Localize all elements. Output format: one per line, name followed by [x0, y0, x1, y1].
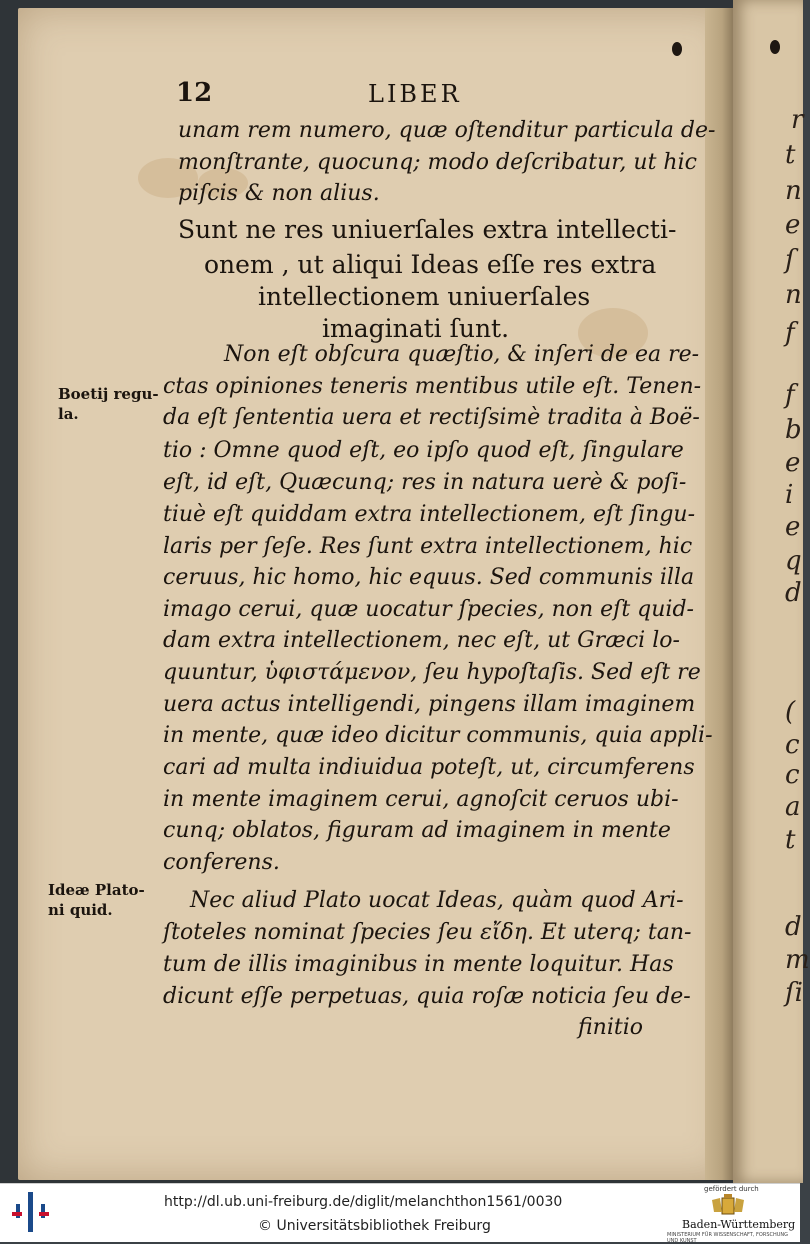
- text-line: quuntur, ὑφιστάμενον, ſeu hypoſtaſis. Sed eſt re: [163, 660, 701, 685]
- text-line: cari ad multa indiuidua poteſt, ut, circumferens: [163, 755, 695, 780]
- facing-letter: d: [785, 912, 802, 942]
- facing-letter: e: [785, 210, 801, 240]
- facing-letter: b: [785, 415, 802, 445]
- section-heading-line: intellectionem uniuerſales: [258, 282, 591, 311]
- page-number: 12: [176, 78, 213, 108]
- coat-of-arms-icon: [710, 1194, 746, 1216]
- section-heading-line: imaginati ſunt.: [322, 314, 510, 343]
- text-line: ſtoteles nominat ſpecies ſeu εἴδη. Et uterq; tan-: [163, 920, 692, 945]
- text-line: Non eſt obſcura quæſtio, & inſeri de ea re-: [224, 342, 700, 367]
- text-line: ceruus, hic homo, hic equus. Sed communis illa: [163, 565, 695, 590]
- catchword: finitio: [578, 1015, 644, 1040]
- facing-letter: c: [785, 760, 800, 790]
- facing-letter: n: [785, 280, 802, 310]
- facing-letter: d: [785, 578, 802, 608]
- margin-note: Ideæ Plato- ni quid.: [48, 881, 145, 919]
- text-line: tio : Omne quod eſt, eo ipſo quod eſt, ſingulare: [163, 438, 684, 463]
- sponsor-ministry: MINISTERIUM FÜR WISSENSCHAFT, FORSCHUNG UND KUNST: [667, 1232, 789, 1244]
- text-line: conferens.: [163, 850, 280, 875]
- text-line: da eſt ſententia uera et rectiſsimè tradita à Boë-: [163, 405, 700, 430]
- facing-page: [733, 0, 810, 1183]
- section-heading-line: onem , ut aliqui Ideas eſſe res extra: [204, 250, 657, 279]
- text-line: ctas opiniones teneris mentibus utile eſt. Tenen-: [163, 374, 702, 399]
- facing-letter: m: [785, 945, 810, 975]
- sponsor-caption: gefördert durch: [704, 1185, 759, 1193]
- facing-letter: ſ: [785, 245, 795, 275]
- library-logo-icon: [12, 1190, 50, 1234]
- facing-letter: n: [785, 176, 802, 206]
- facing-letter: q: [785, 546, 802, 576]
- sponsor-name: Baden-Württemberg: [682, 1218, 796, 1231]
- facing-letter: f: [785, 318, 795, 348]
- facing-letter: t: [785, 825, 796, 855]
- facing-letter: f: [785, 380, 795, 410]
- facing-letter: ſi: [785, 978, 803, 1008]
- facing-letter: e: [785, 512, 801, 542]
- facing-letter: i: [785, 480, 794, 510]
- text-line: cunq; oblatos, figuram ad imaginem in mente: [163, 818, 671, 843]
- facing-letter: r: [791, 105, 804, 135]
- facing-letter: e: [785, 448, 801, 478]
- facing-letter: c: [785, 730, 800, 760]
- facing-letter: a: [785, 792, 801, 822]
- text-line: imago cerui, quæ uocatur ſpecies, non eſt quid-: [163, 597, 694, 622]
- margin-note: Boetij regu- la.: [58, 385, 159, 423]
- text-line: monſtrante, quocunq; modo deſcribatur, ut hic: [178, 150, 697, 175]
- text-line: unam rem numero, quæ oſtenditur particula de-: [178, 118, 716, 143]
- text-line: in mente, quæ ideo dicitur communis, quia appli-: [163, 723, 713, 748]
- text-line: in mente imaginem cerui, agnoſcit ceruos ubi-: [163, 787, 679, 812]
- text-line: piſcis & non alius.: [178, 181, 380, 206]
- text-line: tiuè eſt quiddam extra intellectionem, eſt ſingu-: [163, 502, 696, 527]
- copyright-text: © Universitätsbibliothek Freiburg: [258, 1218, 491, 1234]
- facing-letter: t: [785, 140, 796, 170]
- text-line: tum de illis imaginibus in mente loquitur. Has: [163, 952, 674, 977]
- running-title: LIBER: [368, 80, 462, 108]
- section-heading-line: Sunt ne res uniuerſales extra intellecti-: [178, 215, 677, 244]
- text-line: uera actus intelligendi, pingens illam imaginem: [163, 692, 696, 717]
- text-line: eſt, id eſt, Quæcunq; res in natura uerè & poſi-: [163, 470, 687, 495]
- text-line: dicunt eſſe perpetuas, quia roſæ noticia ſeu de-: [163, 984, 691, 1009]
- text-line: dam extra intellectionem, nec eſt, ut Græci lo-: [163, 628, 680, 653]
- facing-letter: (: [785, 697, 796, 727]
- document-url-link[interactable]: http://dl.ub.uni-freiburg.de/diglit/melanchthon1561/0030: [164, 1194, 563, 1210]
- text-line: Nec aliud Plato uocat Ideas, quàm quod Ari-: [190, 888, 684, 913]
- text-line: laris per ſeſe. Res ſunt extra intellectionem, hic: [163, 534, 693, 559]
- page-edge: [705, 8, 733, 1180]
